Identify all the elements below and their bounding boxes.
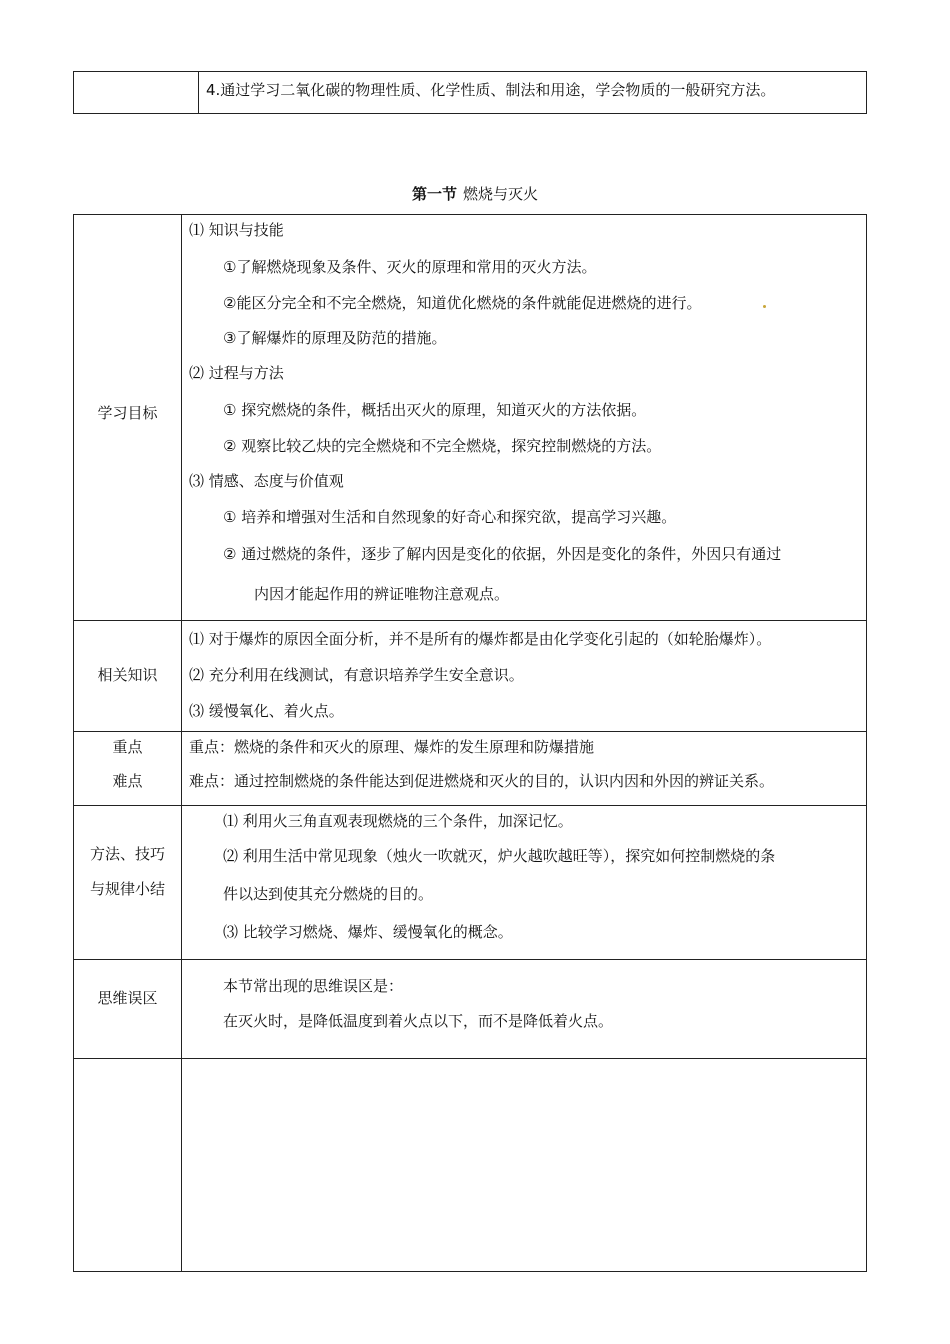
goals-label-cell	[74, 215, 182, 621]
knowledge-content-cell	[182, 621, 867, 732]
key-label: 重点	[112, 738, 143, 756]
methods-content-cell	[182, 806, 867, 960]
row-methods-summary	[74, 806, 867, 960]
row-key-difficult	[74, 732, 867, 806]
top-table	[73, 71, 867, 114]
stray-mark	[763, 305, 766, 308]
row-related-knowledge	[74, 621, 867, 732]
methods-label-line-1: 方法、技巧	[89, 845, 165, 863]
key-content-cell	[182, 732, 867, 806]
goals-label: 学习目标	[97, 404, 158, 422]
lesson-table	[73, 214, 867, 1272]
goals-heading-1: ⑴ 知识与技能	[189, 221, 284, 239]
goals-item: ① 培养和增强对生活和自然现象的好奇心和探究欲，提高学习兴趣。	[223, 508, 677, 526]
key-label-cell	[74, 732, 182, 806]
knowledge-label: 相关知识	[97, 666, 158, 684]
section-number: 第一节	[411, 185, 457, 203]
mistakes-content-cell	[182, 960, 867, 1059]
methods-label-line-2: 与规律小结	[89, 880, 165, 898]
empty-content-cell	[182, 1059, 867, 1272]
knowledge-item: ⑵ 充分利用在线测试，有意识培养学生安全意识。	[189, 666, 524, 684]
mistakes-label-cell	[74, 960, 182, 1059]
methods-item: ⑶ 比较学习燃烧、爆炸、缓慢氧化的概念。	[223, 923, 513, 941]
methods-item-continued: 件以达到使其充分燃烧的目的。	[223, 885, 434, 903]
section-name: 燃烧与灭火	[463, 185, 539, 203]
difficult-point-text: 难点：通过控制燃烧的条件能达到促进燃烧和灭火的目的，认识内因和外因的辨证关系。	[189, 772, 775, 790]
goals-item: ③了解爆炸的原理及防范的措施。	[223, 329, 447, 347]
methods-label-cell	[74, 806, 182, 960]
top-table-content-cell	[199, 72, 867, 114]
goals-item: ①了解燃烧现象及条件、灭火的原理和常用的灭火方法。	[223, 258, 597, 276]
goals-heading-3: ⑶ 情感、态度与价值观	[189, 472, 344, 490]
mistakes-intro: 本节常出现的思维误区是：	[223, 977, 404, 995]
top-table-label-cell	[74, 72, 199, 114]
methods-item: ⑵ 利用生活中常见现象（烛火一吹就灭，炉火越吹越旺等），探究如何控制燃烧的条	[223, 847, 776, 865]
knowledge-item: ⑶ 缓慢氧化、着火点。	[189, 702, 344, 720]
section-title	[0, 184, 950, 204]
knowledge-item: ⑴ 对于爆炸的原因全面分析，并不是所有的爆炸都是由化学变化引起的（如轮胎爆炸）。	[189, 630, 772, 648]
key-point-text: 重点：燃烧的条件和灭火的原理、爆炸的发生原理和防爆措施	[189, 738, 595, 756]
empty-label-cell	[74, 1059, 182, 1272]
row-empty	[74, 1059, 867, 1272]
goals-content-cell	[182, 215, 867, 621]
goals-item-continued: 内因才能起作用的辨证唯物注意观点。	[254, 585, 510, 603]
goals-item: ② 观察比较乙炔的完全燃烧和不完全燃烧，探究控制燃烧的方法。	[223, 437, 662, 455]
goals-item: ① 探究燃烧的条件，概括出灭火的原理，知道灭火的方法依据。	[223, 401, 647, 419]
difficult-label: 难点	[112, 772, 143, 790]
methods-item: ⑴ 利用火三角直观表现燃烧的三个条件，加深记忆。	[223, 812, 573, 830]
goals-heading-2: ⑵ 过程与方法	[189, 364, 284, 382]
knowledge-label-cell	[74, 621, 182, 732]
goals-item: ②能区分完全和不完全燃烧，知道优化燃烧的条件就能促进燃烧的进行。	[223, 294, 702, 312]
goals-item: ② 通过燃烧的条件，逐步了解内因是变化的依据，外因是变化的条件，外因只有通过	[223, 545, 782, 563]
row-thinking-mistakes	[74, 960, 867, 1059]
mistakes-text: 在灭火时，是降低温度到着火点以下，而不是降低着火点。	[223, 1012, 614, 1030]
row-learning-goals	[74, 215, 867, 621]
top-table-item-4: 4.通过学习二氧化碳的物理性质、化学性质、制法和用途，学会物质的一般研究方法。	[206, 81, 776, 99]
mistakes-label: 思维误区	[97, 989, 158, 1007]
